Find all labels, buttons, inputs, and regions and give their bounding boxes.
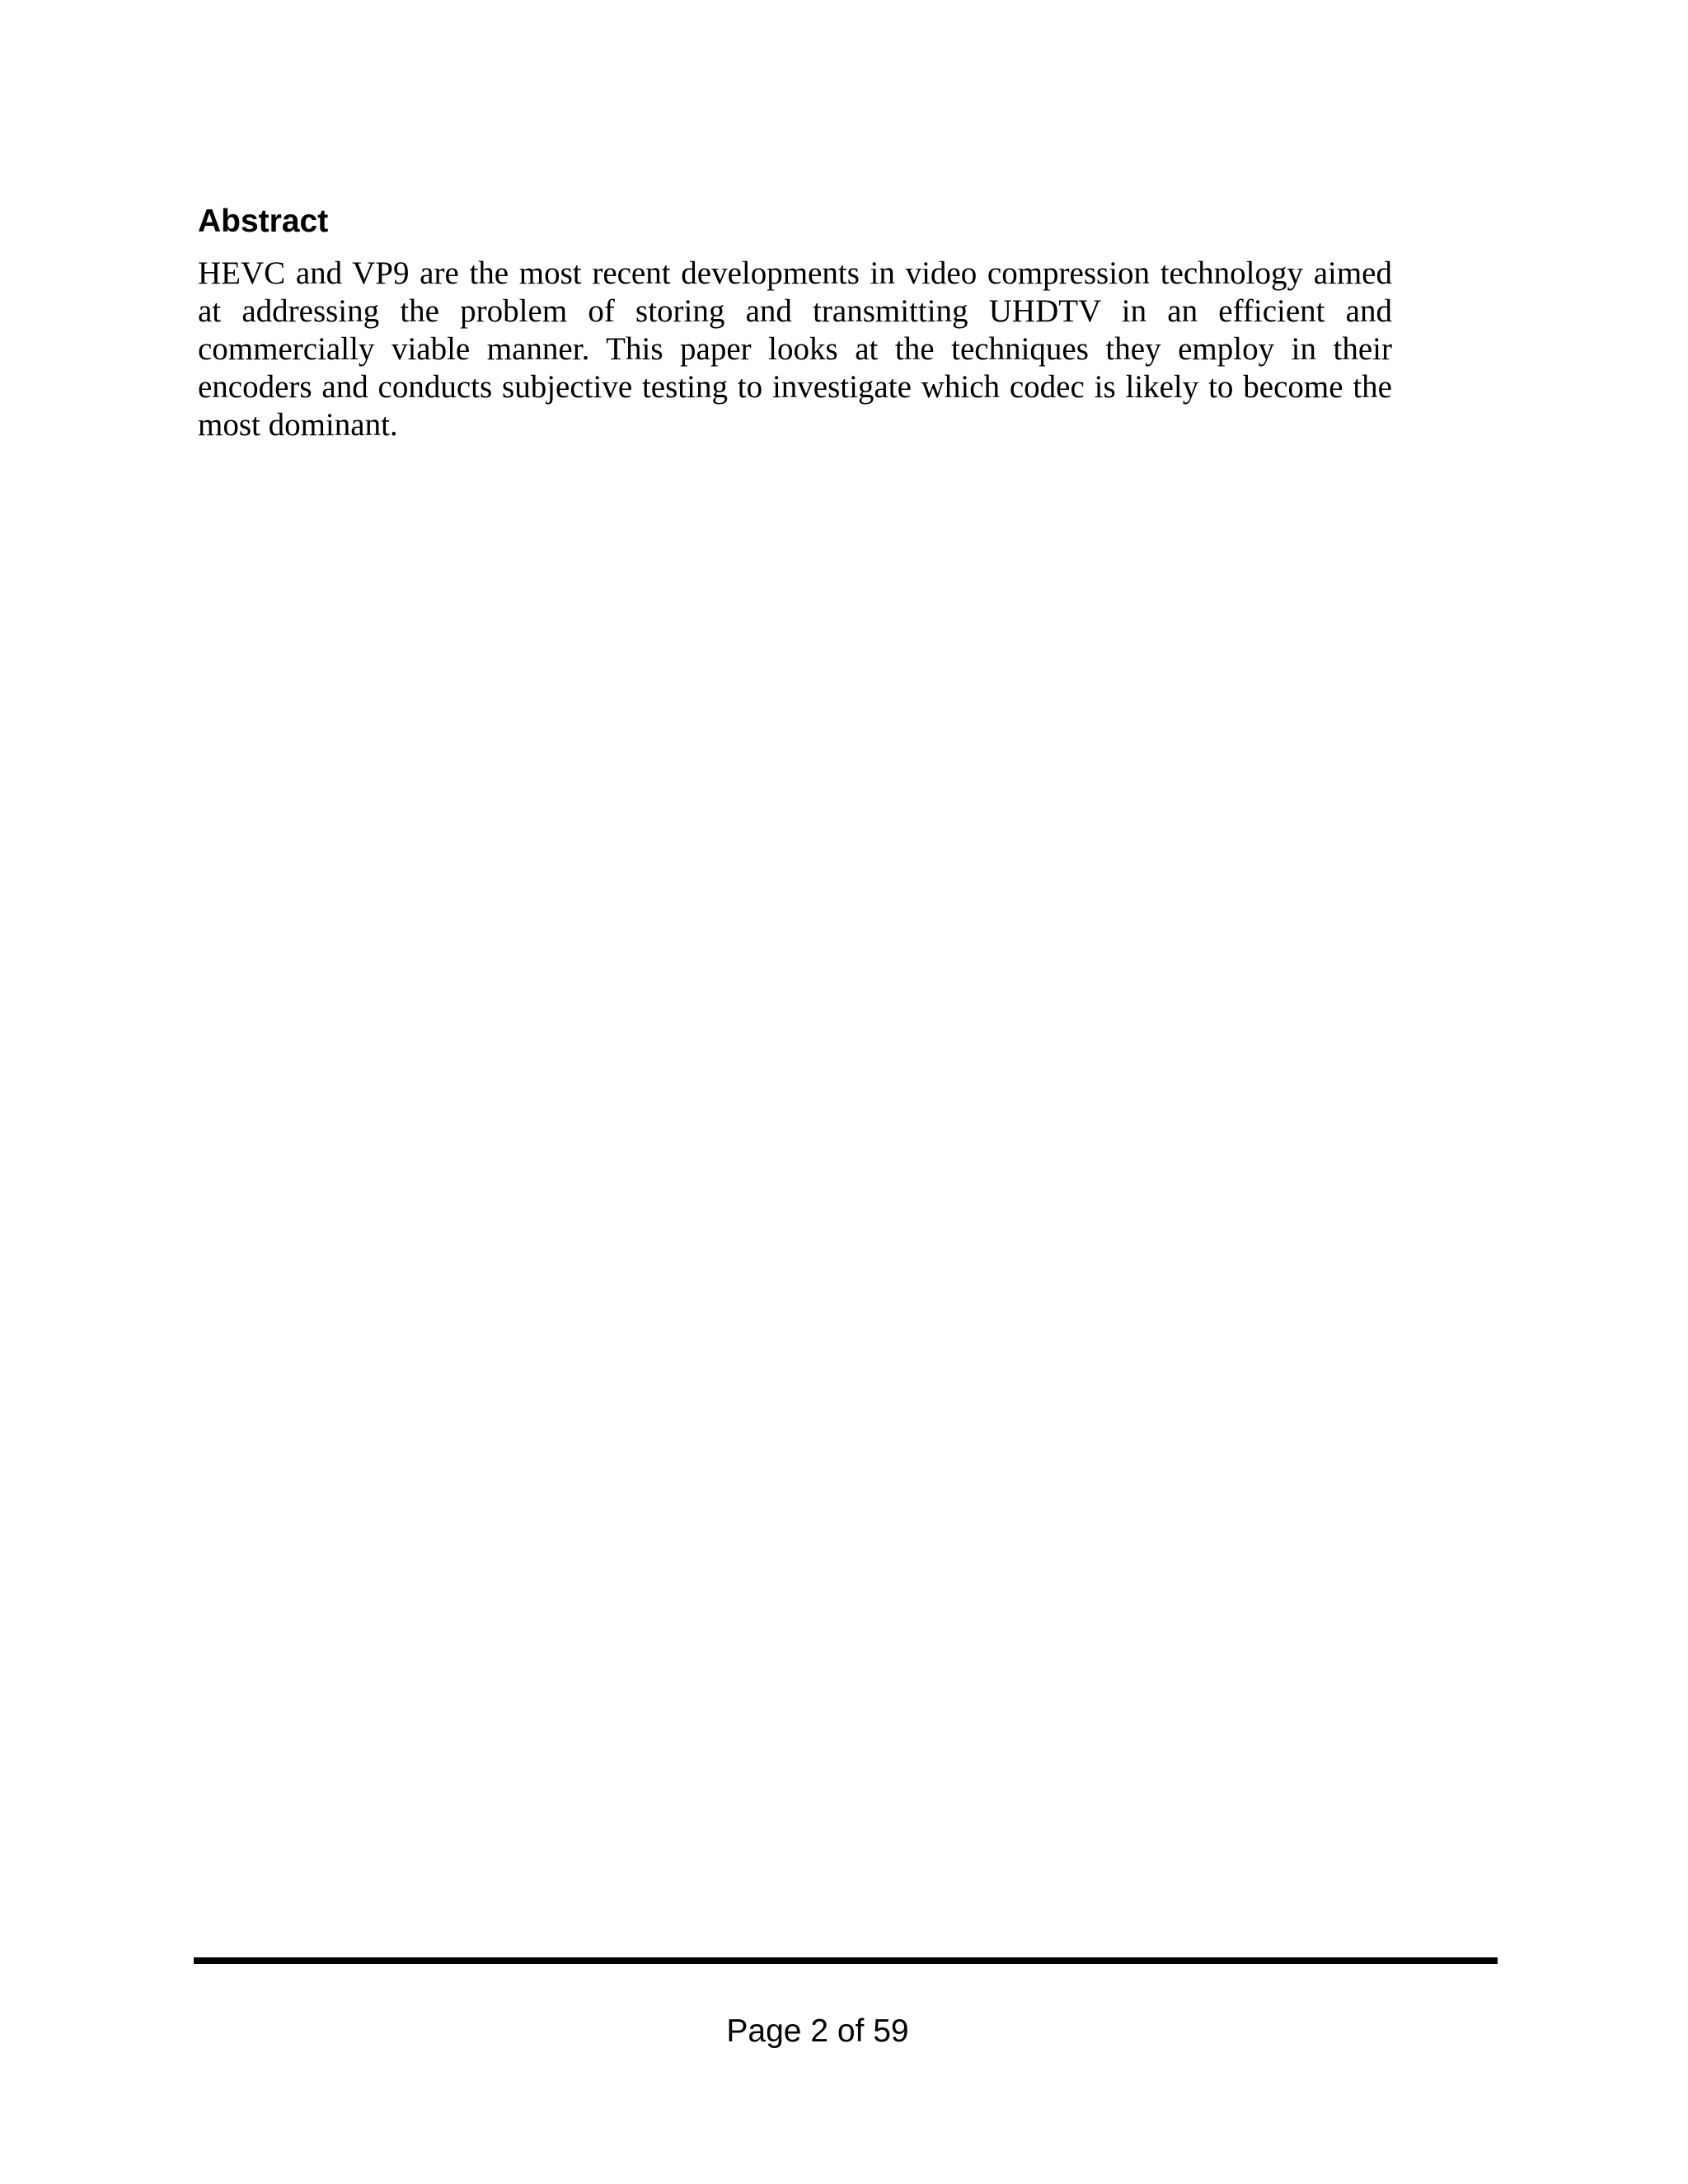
page-number: Page 2 of 59 [726, 2013, 909, 2049]
abstract-paragraph: HEVC and VP9 are the most recent developments in video compression technology aimed at addressing the problem of storing and transmitting UHDTV in an efficient and commercially viable manner. This paper looks at the techniques they employ in their encoders and conducts subjective testing to investigate which codec is likely to become the most dominant. [198, 255, 1392, 443]
abstract-heading: Abstract [198, 204, 329, 239]
footer-divider [194, 1957, 1498, 1964]
